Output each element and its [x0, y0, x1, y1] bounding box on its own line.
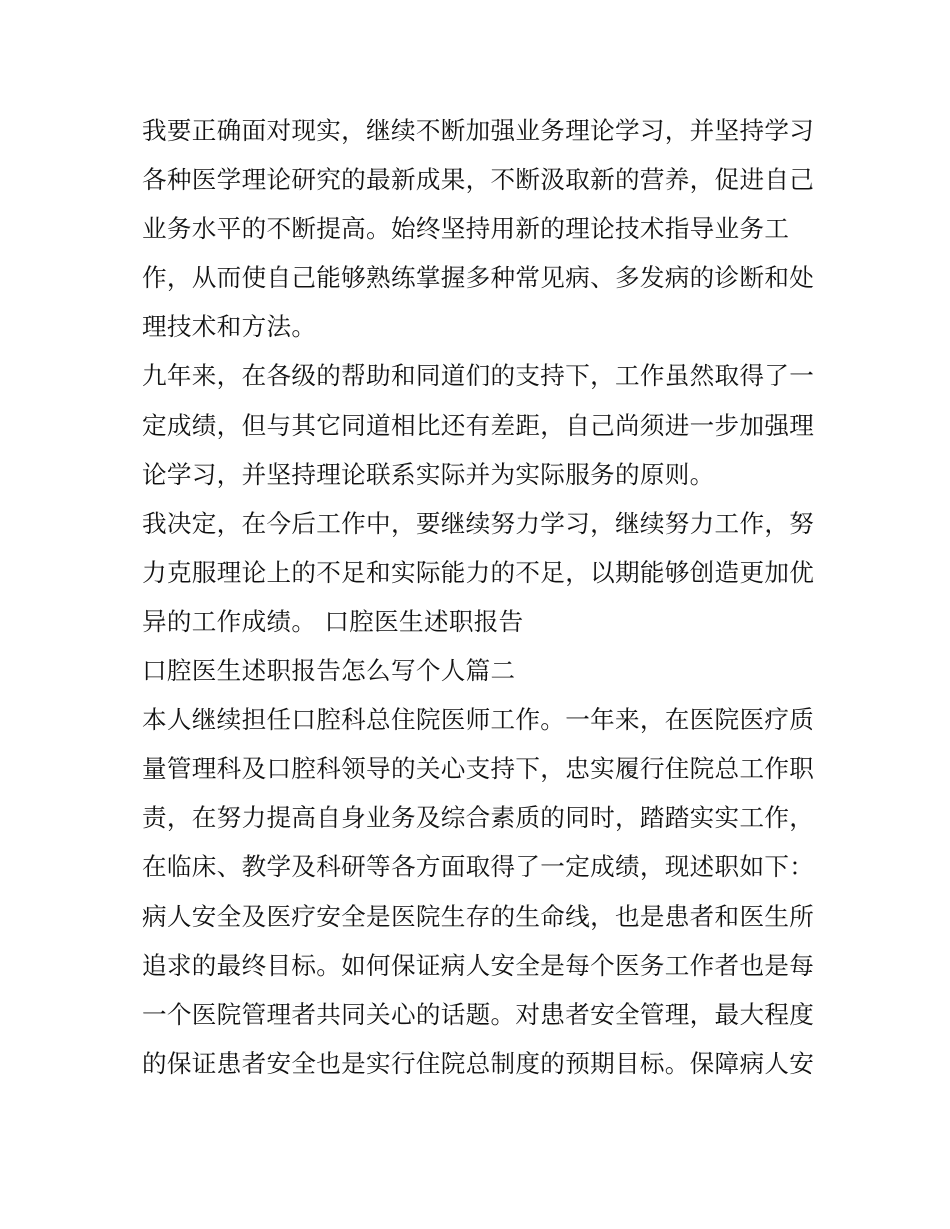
- text-line: 在临床、教学及科研等各方面取得了一定成绩，现述职如下：: [142, 852, 815, 882]
- text-line: 我要正确面对现实，继续不断加强业务理论学习，并坚持学习: [142, 116, 815, 145]
- text-line: 一个医院管理者共同关心的话题。对患者安全管理，最大程度: [142, 999, 815, 1029]
- text-line: 九年来，在各级的帮助和同道们的支持下，工作虽然取得了一: [142, 361, 815, 391]
- text-line: 量管理科及口腔科领导的关心支持下，忠实履行住院总工作职: [142, 754, 815, 784]
- text-line: 论学习，并坚持理论联系实际并为实际服务的原则。: [142, 459, 715, 489]
- text-line: 力克服理论上的不足和实际能力的不足，以期能够创造更加优: [142, 557, 815, 587]
- body-text: [142, 106, 822, 1088]
- text-line: 业务水平的不断提高。始终坚持用新的理论技术指导业务工: [142, 214, 790, 244]
- text-line: 责，在努力提高自身业务及综合素质的同时，踏踏实实工作，: [142, 803, 815, 833]
- text-line: 病人安全及医疗安全是医院生存的生命线，也是患者和医生所: [142, 901, 815, 931]
- text-line: 本人继续担任口腔科总住院医师工作。一年来，在医院医疗质: [142, 705, 815, 735]
- text-line: 定成绩，但与其它同道相比还有差距，自己尚须进一步加强理: [142, 410, 815, 440]
- text-line: 理技术和方法。: [142, 312, 317, 342]
- text-line: 追求的最终目标。如何保证病人安全是每个医务工作者也是每: [142, 950, 815, 980]
- text-line: 的保证患者安全也是实行住院总制度的预期目标。保障病人安: [142, 1048, 815, 1078]
- section-heading: 口腔医生述职报告怎么写个人篇二: [142, 656, 516, 686]
- text-line: 我决定，在今后工作中，要继续努力学习，继续努力工作，努: [142, 508, 815, 538]
- text-line: 异的工作成绩。 口腔医生述职报告: [142, 606, 524, 636]
- text-line: 各种医学理论研究的最新成果，不断汲取新的营养，促进自己: [142, 165, 815, 195]
- text-line: 作，从而使自己能够熟练掌握多种常见病、多发病的诊断和处: [142, 263, 815, 293]
